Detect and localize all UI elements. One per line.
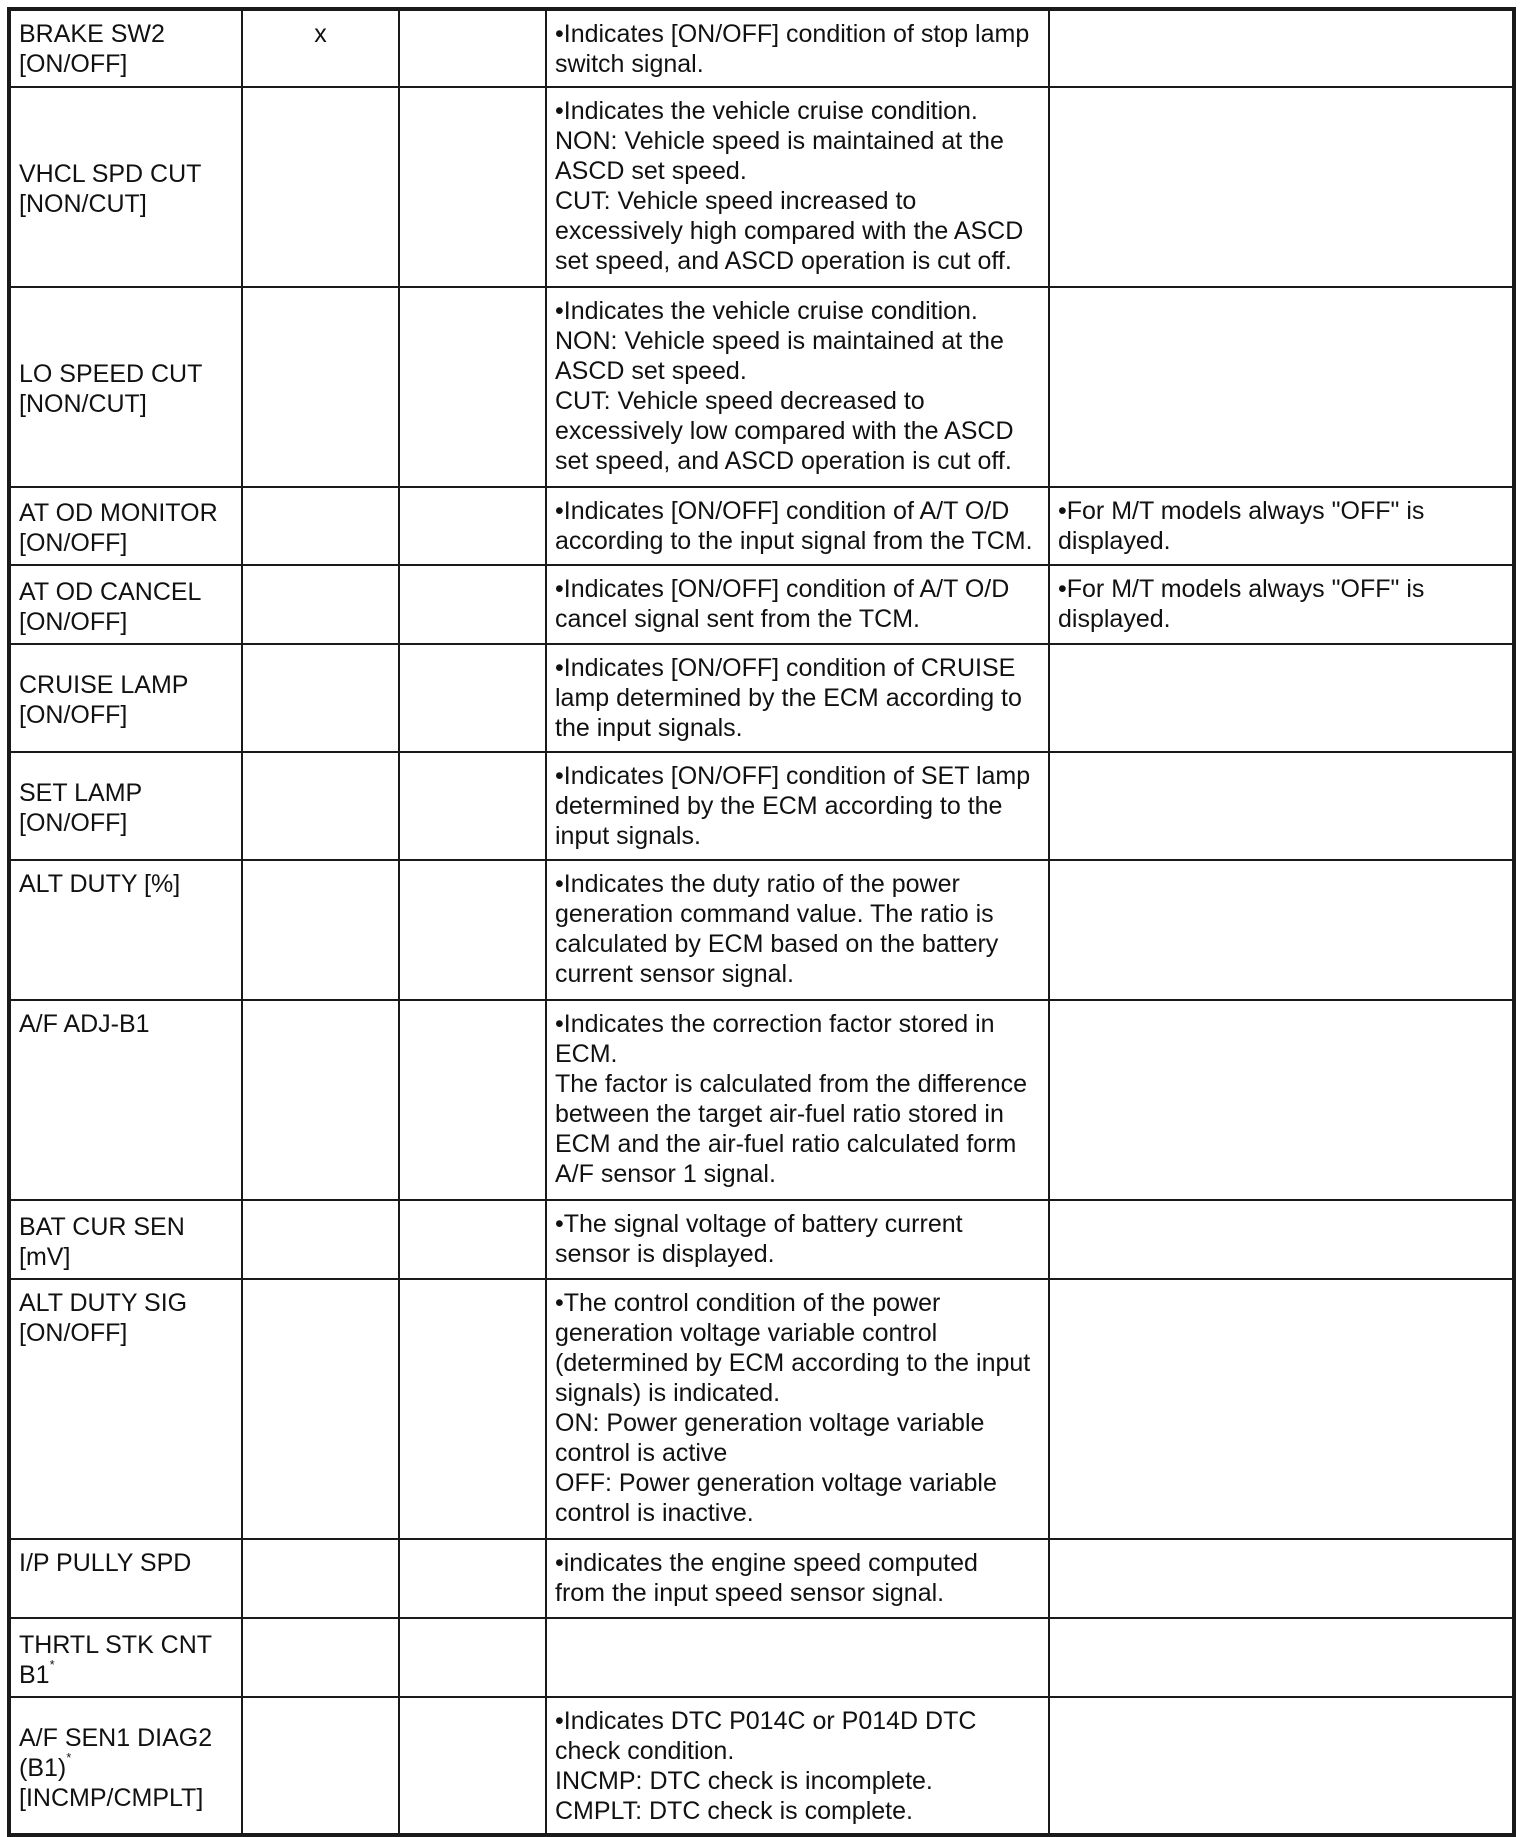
monitor-item-label: BAT CUR SEN [mV] bbox=[19, 1212, 185, 1271]
check-mark-cell bbox=[242, 1539, 399, 1618]
check-mark-cell bbox=[242, 1697, 399, 1835]
monitor-item-label: A/F SEN1 DIAG2 (B1) bbox=[19, 1723, 213, 1782]
table-row bbox=[9, 644, 1514, 752]
monitor-item-cell bbox=[9, 1618, 242, 1697]
description-cell bbox=[546, 1618, 1049, 1697]
check-mark-cell bbox=[242, 644, 399, 752]
description-cell: •Indicates [ON/OFF] condition of SET lamp determined by the ECM according to the input signals. bbox=[546, 752, 1049, 860]
monitor-item-cell bbox=[9, 644, 242, 752]
table-row bbox=[9, 1200, 1514, 1279]
monitor-item-table bbox=[7, 7, 1516, 1837]
secondary-mark-cell bbox=[399, 1697, 546, 1835]
monitor-item-cell bbox=[9, 1200, 242, 1279]
monitor-item-label: VHCL SPD CUT [NON/CUT] bbox=[19, 160, 202, 218]
check-mark-cell bbox=[242, 565, 399, 644]
secondary-mark-cell bbox=[399, 565, 546, 644]
secondary-mark-cell bbox=[399, 487, 546, 565]
description-cell: •Indicates the duty ratio of the power generation command value. The ratio is calculated by ECM based on the battery current sensor signal. bbox=[546, 860, 1049, 1000]
remarks-cell bbox=[1049, 1697, 1514, 1835]
monitor-item-label: A/F ADJ-B1 bbox=[19, 1010, 150, 1038]
remarks-cell: •For M/T models always "OFF" is displayed. bbox=[1049, 565, 1514, 644]
description-cell: •Indicates the vehicle cruise condition. NON: Vehicle speed is maintained at the ASCD set speed. CUT: Vehicle speed decreased to excessively low compared with the ASCD set speed, and ASCD operation is cut off. bbox=[546, 287, 1049, 487]
table-row bbox=[9, 752, 1514, 860]
description-cell: •The signal voltage of battery current sensor is displayed. bbox=[546, 1200, 1049, 1279]
check-mark-cell bbox=[242, 287, 399, 487]
table-row bbox=[9, 1697, 1514, 1835]
remarks-cell bbox=[1049, 1279, 1514, 1539]
table-row bbox=[9, 1539, 1514, 1618]
monitor-item-cell bbox=[9, 287, 242, 487]
check-mark-cell bbox=[242, 87, 399, 287]
table-body bbox=[9, 9, 1514, 1835]
monitor-item-cell bbox=[9, 565, 242, 644]
monitor-item-label: ALT DUTY SIG [ON/OFF] bbox=[19, 1289, 188, 1347]
description-cell: •Indicates [ON/OFF] condition of A/T O/D according to the input signal from the TCM. bbox=[546, 487, 1049, 565]
remarks-cell bbox=[1049, 1200, 1514, 1279]
table-row bbox=[9, 9, 1514, 87]
description-cell: •Indicates [ON/OFF] condition of CRUISE lamp determined by the ECM according to the input signals. bbox=[546, 644, 1049, 752]
remarks-cell bbox=[1049, 1539, 1514, 1618]
secondary-mark-cell bbox=[399, 860, 546, 1000]
secondary-mark-cell bbox=[399, 1200, 546, 1279]
monitor-item-label: I/P PULLY SPD bbox=[19, 1549, 192, 1577]
monitor-item-cell bbox=[9, 1539, 242, 1618]
monitor-item-cell bbox=[9, 9, 242, 87]
remarks-cell bbox=[1049, 9, 1514, 87]
monitor-item-cell bbox=[9, 1000, 242, 1200]
check-mark-cell bbox=[242, 752, 399, 860]
monitor-item-label: THRTL STK CNT B1 bbox=[19, 1630, 213, 1689]
secondary-mark-cell bbox=[399, 287, 546, 487]
description-cell: •Indicates DTC P014C or P014D DTC check condition. INCMP: DTC check is incomplete. CMPLT: DTC check is complete. bbox=[546, 1697, 1049, 1835]
secondary-mark-cell bbox=[399, 9, 546, 87]
check-mark-cell bbox=[242, 1618, 399, 1697]
check-mark-cell bbox=[242, 860, 399, 1000]
description-cell: •Indicates [ON/OFF] condition of stop lamp switch signal. bbox=[546, 9, 1049, 87]
footnote-marker: * bbox=[49, 1656, 55, 1672]
table-row bbox=[9, 860, 1514, 1000]
monitor-item-label: ALT DUTY [%] bbox=[19, 870, 181, 898]
monitor-item-label: AT OD MONITOR [ON/OFF] bbox=[19, 499, 218, 557]
table-row bbox=[9, 1279, 1514, 1539]
monitor-item-cell bbox=[9, 87, 242, 287]
monitor-item-cell bbox=[9, 487, 242, 565]
secondary-mark-cell bbox=[399, 1279, 546, 1539]
secondary-mark-cell bbox=[399, 752, 546, 860]
description-cell: •indicates the engine speed computed from the input speed sensor signal. bbox=[546, 1539, 1049, 1618]
monitor-item-table-container bbox=[7, 7, 1512, 1825]
monitor-item-label: CRUISE LAMP [ON/OFF] bbox=[19, 671, 189, 729]
remarks-cell bbox=[1049, 752, 1514, 860]
table-row bbox=[9, 1618, 1514, 1697]
table-row bbox=[9, 487, 1514, 565]
secondary-mark-cell bbox=[399, 87, 546, 287]
footnote-marker: * bbox=[66, 1749, 72, 1765]
monitor-item-cell bbox=[9, 860, 242, 1000]
secondary-mark-cell bbox=[399, 1000, 546, 1200]
check-mark-cell bbox=[242, 1200, 399, 1279]
remarks-cell bbox=[1049, 644, 1514, 752]
monitor-item-label: LO SPEED CUT [NON/CUT] bbox=[19, 360, 203, 418]
remarks-cell bbox=[1049, 860, 1514, 1000]
check-mark-cell bbox=[242, 1000, 399, 1200]
check-mark-cell bbox=[242, 487, 399, 565]
check-mark-cell bbox=[242, 1279, 399, 1539]
table-row bbox=[9, 287, 1514, 487]
monitor-item-label: BRAKE SW2 [ON/OFF] bbox=[19, 20, 165, 78]
description-cell: •The control condition of the power generation voltage variable control (determined by ECM according to the input signals) is indicated. ON: Power generation voltage variable control is active OFF: Power generation voltage variable control is inactive. bbox=[546, 1279, 1049, 1539]
description-cell: •Indicates the correction factor stored in ECM. The factor is calculated from the difference between the target air-fuel ratio stored in ECM and the air-fuel ratio calculated form A/F sensor 1 signal. bbox=[546, 1000, 1049, 1200]
monitor-item-cell bbox=[9, 1279, 242, 1539]
table-row bbox=[9, 1000, 1514, 1200]
remarks-cell bbox=[1049, 87, 1514, 287]
remarks-cell: •For M/T models always "OFF" is displayed. bbox=[1049, 487, 1514, 565]
monitor-item-label-unit: [INCMP/CMPLT] bbox=[19, 1783, 204, 1812]
monitor-item-cell bbox=[9, 1697, 242, 1835]
table-row bbox=[9, 565, 1514, 644]
secondary-mark-cell bbox=[399, 1618, 546, 1697]
check-mark-cell: x bbox=[242, 9, 399, 87]
description-cell: •Indicates the vehicle cruise condition. NON: Vehicle speed is maintained at the ASCD set speed. CUT: Vehicle speed increased to excessively high compared with the ASCD set speed, and ASCD operation is cut off. bbox=[546, 87, 1049, 287]
table-row bbox=[9, 87, 1514, 287]
secondary-mark-cell bbox=[399, 1539, 546, 1618]
remarks-cell bbox=[1049, 1618, 1514, 1697]
secondary-mark-cell bbox=[399, 644, 546, 752]
remarks-cell bbox=[1049, 287, 1514, 487]
remarks-cell bbox=[1049, 1000, 1514, 1200]
monitor-item-label: AT OD CANCEL [ON/OFF] bbox=[19, 577, 202, 636]
monitor-item-label: SET LAMP [ON/OFF] bbox=[19, 779, 143, 837]
monitor-item-cell bbox=[9, 752, 242, 860]
description-cell: •Indicates [ON/OFF] condition of A/T O/D cancel signal sent from the TCM. bbox=[546, 565, 1049, 644]
